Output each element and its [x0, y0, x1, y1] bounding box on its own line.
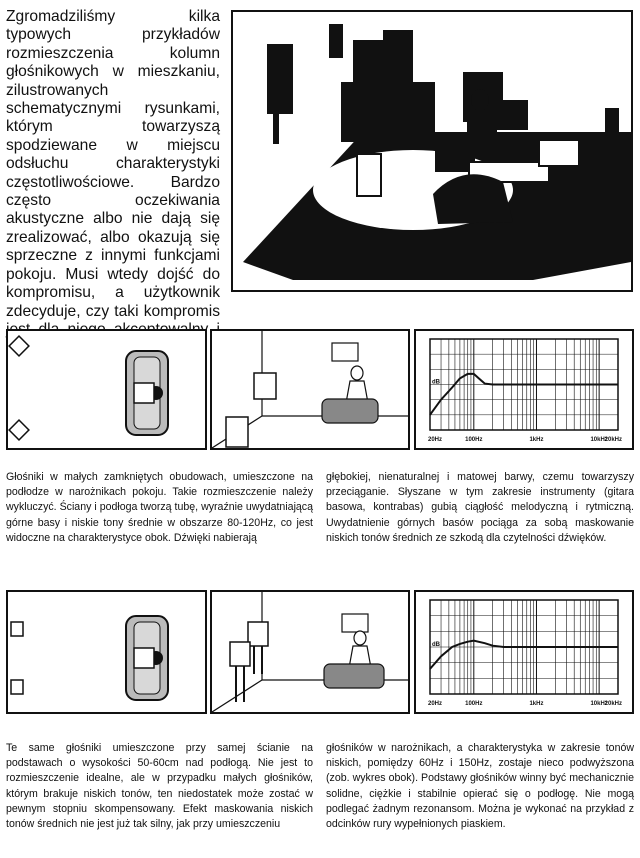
- section2-col1: Te same głośniki umieszczone przy samej ścianie na podstawach o wysokości 50-60cm nad podłogą. Nie jest to rozmieszczenie idealne, ale w przypadku małych głośników, którym brakuje niskich tonów, ten niedostatek może zostać w pewnym stopniu skompensowany. Efekt maskowania niskich tonów średnich nie jest już tak silny, jak przy umieszczeniu: [6, 742, 313, 831]
- y-axis-label: dB: [432, 379, 440, 386]
- x-tick-label: 10kHz: [590, 701, 608, 707]
- speaker-icon: [11, 622, 23, 636]
- section1-col1: Głośniki w małych zamkniętych obudowach, umieszczone na podłodze w narożnikach pokoju. Takie rozmieszczenie należy wykluczyć. Ściany i podłoga tworzą tubę, wyraźnie uwydatniającą górne basy i niskie tony średnie w obszarze 80-120Hz, co jest widoczne na charakterystyce obok. Dźwięki nabierają: [6, 471, 313, 544]
- speaker-icon: [9, 336, 29, 356]
- x-tick-label: 20kHz: [604, 701, 622, 707]
- side-view-corners: [210, 329, 410, 450]
- side-view-stands: [210, 590, 410, 714]
- x-tick-label: 100Hz: [465, 437, 483, 443]
- x-tick-label: 1kHz: [529, 701, 544, 707]
- room-illustration: [231, 10, 633, 292]
- x-tick-label: 20Hz: [428, 437, 443, 443]
- x-tick-label: 20kHz: [604, 437, 622, 443]
- section2-col2: głośników w narożnikach, a charakterystyka w zakresie tonów niskich, pomiędzy 60Hz i 150Hz, zostaje nieco podwyższona (zob. wykres obok). Podstawy głośników winny być mechanicznie solidne, ciężkie i stabilnie opierać się o podłogę. Nie mogą podlegać żadnym rezonansom. Można je wykonać na przykład z odcinków rury wypełnionych piaskiem.: [326, 742, 634, 831]
- x-tick-label: 10kHz: [590, 437, 608, 443]
- x-tick-label: 1kHz: [529, 437, 544, 443]
- frequency-response-corners: [414, 329, 634, 450]
- x-tick-label: 100Hz: [465, 701, 483, 707]
- speaker-icon: [11, 680, 23, 694]
- frequency-response-stands: [414, 590, 634, 714]
- y-axis-label: dB: [432, 642, 440, 648]
- section1-col2: głębokiej, nienaturalnej i matowej barwy, czemu towarzyszy przeciąganie. Słyszane w tym zakresie instrumenty (gitara basowa, kontrabas) gubią ciągłość melodyczną i rytmiczną. Uwydatnienie górnych basów pociąga za sobą maskowanie niskich tonów średnich ze szkodą dla czytelności dźwięków.: [326, 471, 634, 544]
- floor-plan-wall: [6, 590, 207, 714]
- floor-plan-corners: [6, 329, 207, 450]
- speaker-icon: [9, 420, 29, 440]
- room-perspective-drawing: [233, 12, 631, 290]
- x-tick-label: 20Hz: [428, 701, 443, 707]
- intro-text: Zgromadziliśmy kilka typowych przykładów rozmieszczenia kolumn głośnikowych w mieszkaniu, zilustrowanych schematycznymi rysunkami, którym towarzyszą spodziewane w miejscu odsłuchu charakterystyki częstotliwościowe. Bardzo często oczekiwania akustyczne albo nie dają się zrealizować, albo okazują się sprzeczne z innymi funkcjami pokoju. Musi wtedy dojść do kompromisu, a użytkownik zdecyduje, czy taki kompromis: [6, 8, 220, 320]
